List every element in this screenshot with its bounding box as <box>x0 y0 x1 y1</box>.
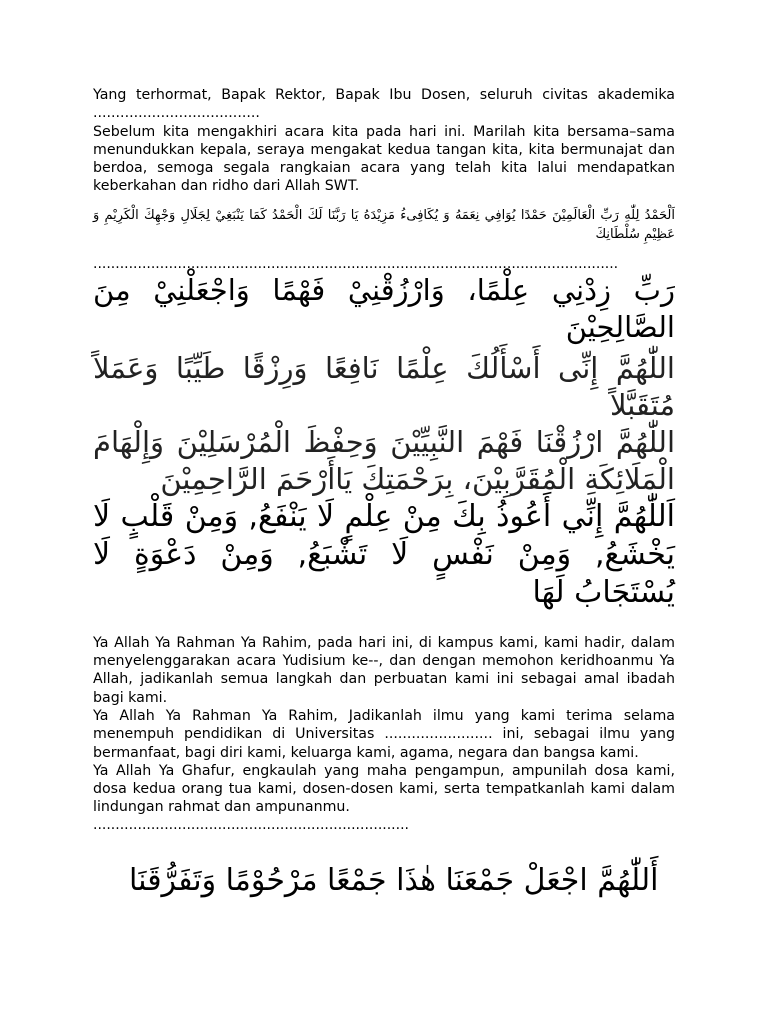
prayer-arabic-3: اللّٰهُمَّ ارْزُقْنَا فَهْمَ النَّبِيِّيْنَ وَحِفْظَ الْمُرْسَلِيْنَ وَإِلْهَامَ الْمَلَائِكَةِ الْمُقَرَّبِيْنَ، بِرَحْمَتِكَ يَاأَرْحَمَ الرَّاحِمِيْنَ <box>93 424 675 496</box>
closing-arabic: أَللّٰهُمَّ اجْعَلْ جَمْعَنَا هٰذَا جَمْعًا مَرْحُوْمًا وَتَفَرُّقَنَا <box>129 862 659 898</box>
prayer-arabic-4: اَللّٰهُمَّ إِنِّي أَعُوذُ بِكَ مِنْ عِلْمٍ لَا يَنْفَعُ, وَمِنْ قَلْبٍ لَا يَخْشَعُ, وَمِنْ نَفْسٍ لَا تَشْبَعُ, وَمِنْ دَعْوَةٍ لَا يُسْتَجَابُ لَهَا <box>93 498 675 610</box>
dotted-separator-2: ....................................................................... <box>93 816 409 833</box>
prayer-latin-2: Ya Allah Ya Rahman Ya Rahim, Jadikanlah ilmu yang kami terima selama menempuh pendidikan di Universitas ........................ ini, sebagai ilmu yang bermanfaat, bagi diri kami, keluarga kami, agama, negara dan bangsa kami. <box>93 707 675 761</box>
greeting-paragraph: Yang terhormat, Bapak Rektor, Bapak Ibu Dosen, seluruh civitas akademika ..................................... <box>93 87 675 122</box>
document-page <box>93 86 675 931</box>
prayer-latin-3: Ya Allah Ya Ghafur, engkaulah yang maha pengampun, ampunilah dosa kami, dosa kedua orang tua kami, dosen-dosen kami, serta tempatkanlah kami dalam lindungan rahmat dan ampunanmu. <box>93 762 675 816</box>
prayer-arabic-2: اللّٰهُمَّ إِنِّى أَسْأَلُكَ عِلْمًا نَافِعًا وَرِزْقًا طَيِّبًا وَعَمَلاً مُتَقَبَّلاً <box>93 350 675 422</box>
latin-prayers <box>93 634 675 817</box>
hamdalah-arabic: اَلْحَمْدُ لِلّٰهِ رَبِّ الْعَالَمِيْنَ حَمْدًا يُوَافِي نِعَمَهُ وَ يُكَافِىءُ مَزِيْدَهُ يَا رَبَّنَا لَكَ الْحَمْدُ كَمَا يَنْبَغِيْ لِجَلَالِ وَجْهِكَ الْكَرِيْمِ وَ عَظِيْمِ سُلْطَانِكَ <box>93 207 675 242</box>
dotted-separator-1: ...................................................................................................................... <box>93 255 619 272</box>
prayer-arabic-1: رَبِّ زِدْنِي عِلْمًا، وَارْزُقْنِيْ فَهْمًا وَاجْعَلْنِيْ مِنَ الصَّالِحِيْنَ <box>93 272 675 344</box>
intro-paragraph: Sebelum kita mengakhiri acara kita pada hari ini. Marilah kita bersama–sama menundukkan kepala, seraya mengakat kedua tangan kita, kita bermunajat dan berdoa, semoga segala rangkaian acara yang telah kita lalui mendapatkan keberkahan dan ridho dari Allah SWT. <box>93 123 675 195</box>
prayer-latin-1: Ya Allah Ya Rahman Ya Rahim, pada hari ini, di kampus kami, kami hadir, dalam menyelenggarakan acara Yudisium ke--, dan dengan memohon keridhoanmu Ya Allah, jadikanlah semua langkah dan perbuatan kami ini sebagai amal ibadah bagi kami. <box>93 634 675 706</box>
